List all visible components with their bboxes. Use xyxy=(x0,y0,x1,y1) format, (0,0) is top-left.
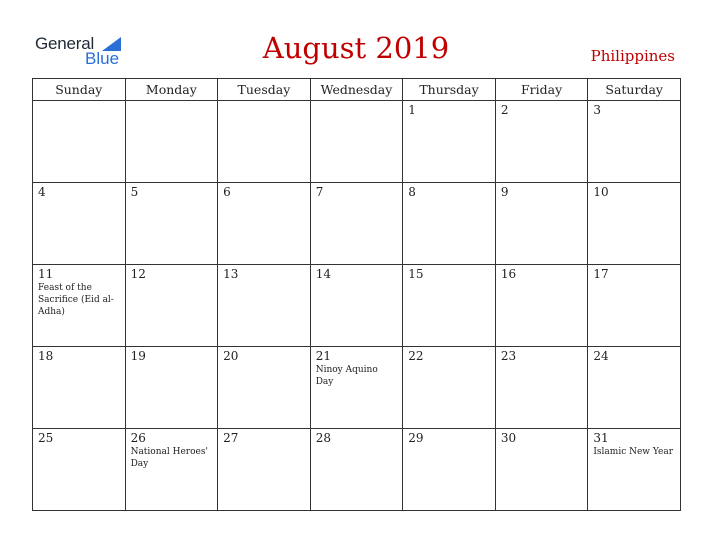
day-number: 14 xyxy=(315,267,331,281)
day-number: 16 xyxy=(500,267,517,281)
day-number: 24 xyxy=(593,349,609,363)
day-cell xyxy=(125,429,218,511)
day-cell xyxy=(588,101,681,183)
day-cell xyxy=(495,347,588,429)
day-cell xyxy=(588,183,681,265)
day-cell xyxy=(125,101,218,183)
day-number: 12 xyxy=(130,267,146,281)
day-number: 28 xyxy=(315,431,331,445)
weekday-header: Friday xyxy=(495,79,588,101)
day-cell xyxy=(33,347,126,429)
week-row xyxy=(33,101,681,183)
day-cell xyxy=(33,265,126,347)
day-number: 23 xyxy=(500,349,517,363)
day-cell xyxy=(33,101,126,183)
day-cell xyxy=(403,429,496,511)
day-number: 26 xyxy=(130,431,146,445)
day-cell xyxy=(218,347,311,429)
week-row xyxy=(33,183,681,265)
day-number: 18 xyxy=(38,349,54,363)
day-cell xyxy=(310,265,403,347)
holiday-label: Islamic New Year xyxy=(593,447,674,457)
weekday-header: Monday xyxy=(125,79,218,101)
day-cell xyxy=(310,183,403,265)
day-number: 20 xyxy=(223,349,239,363)
day-cell xyxy=(218,101,311,183)
holiday-label: Ninoy Aquino Day xyxy=(315,365,378,387)
day-cell xyxy=(218,429,311,511)
calendar-title: August 2019 xyxy=(262,31,450,65)
day-number: 29 xyxy=(408,431,424,445)
day-number: 5 xyxy=(130,185,139,199)
day-cell xyxy=(495,183,588,265)
calendar-body xyxy=(33,101,681,511)
day-number: 9 xyxy=(500,185,509,199)
day-cell xyxy=(588,347,681,429)
day-cell xyxy=(218,183,311,265)
day-cell xyxy=(588,265,681,347)
day-number: 10 xyxy=(593,185,609,199)
day-number: 2 xyxy=(500,103,509,117)
day-number: 1 xyxy=(408,103,416,117)
day-cell xyxy=(125,265,218,347)
day-number: 25 xyxy=(38,431,54,445)
holiday-label: Feast of the Sacrifice (Eid al-Adha) xyxy=(38,283,114,317)
day-number: 13 xyxy=(223,267,239,281)
weekday-header-row xyxy=(33,79,681,101)
country-label: Philippines xyxy=(590,47,675,65)
day-number: 6 xyxy=(223,185,231,199)
day-number: 15 xyxy=(408,267,424,281)
day-cell xyxy=(495,429,588,511)
logo-text-general: General xyxy=(35,34,95,53)
day-cell xyxy=(403,265,496,347)
week-row xyxy=(33,347,681,429)
day-cell xyxy=(588,429,681,511)
day-cell xyxy=(403,347,496,429)
weekday-header: Saturday xyxy=(588,79,681,101)
weekday-header: Tuesday xyxy=(218,79,311,101)
day-cell xyxy=(125,347,218,429)
weekday-header: Wednesday xyxy=(310,79,403,101)
day-cell xyxy=(495,101,588,183)
holiday-label: National Heroes' Day xyxy=(130,447,208,469)
day-number: 30 xyxy=(500,431,517,445)
day-cell xyxy=(33,183,126,265)
day-cell xyxy=(33,429,126,511)
day-number: 8 xyxy=(408,185,416,199)
day-number: 22 xyxy=(408,349,424,363)
week-row xyxy=(33,265,681,347)
day-number: 7 xyxy=(315,185,324,199)
weekday-header: Thursday xyxy=(403,79,496,101)
day-number: 11 xyxy=(38,267,54,281)
day-cell xyxy=(495,265,588,347)
day-number: 4 xyxy=(38,185,46,199)
day-cell xyxy=(310,429,403,511)
day-number: 21 xyxy=(315,349,331,363)
logo-text-blue: Blue xyxy=(85,49,120,68)
weekday-header: Sunday xyxy=(33,79,126,101)
day-cell xyxy=(218,265,311,347)
day-cell xyxy=(310,101,403,183)
day-cell xyxy=(310,347,403,429)
day-number: 3 xyxy=(593,103,602,117)
day-number: 31 xyxy=(593,431,609,445)
day-number: 19 xyxy=(130,349,146,363)
calendar-grid xyxy=(32,78,681,511)
day-number: 17 xyxy=(593,267,609,281)
day-cell xyxy=(125,183,218,265)
day-cell xyxy=(403,183,496,265)
day-number: 27 xyxy=(223,431,239,445)
week-row xyxy=(33,429,681,511)
day-cell xyxy=(403,101,496,183)
